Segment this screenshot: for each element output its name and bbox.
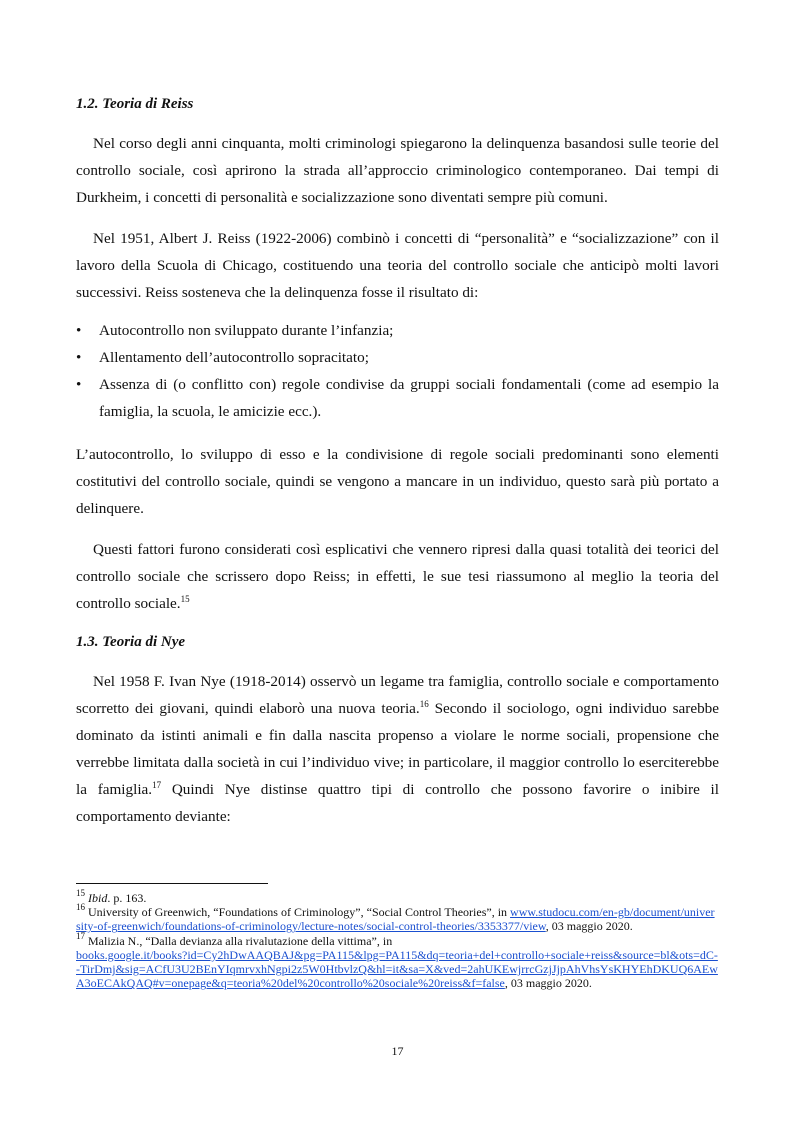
bullet-icon: • — [76, 349, 82, 366]
paragraph-nye: Nel 1958 F. Ivan Nye (1918-2014) osservò un legame tra famiglia, controllo sociale e comportamento scorretto dei giovani, quindi elaborò una nuova teoria.$^{16}$ Secondo il sociologo, ogni individuo sarebbe dominato da istinti animali e fin dalla nascita propenso a violare le norme sociali, propensione che verrebbe limitata dalla società in cui l’individuo vive; in particolare, il maggior controllo lo eserciterebbe la famiglia.$^{17}$ Quindi Nye distinse quattro tipi di controllo che possono favorire o inibire il comportamento deviante: — [76, 673, 720, 825]
paragraph-reiss-1951: Nel 1951, Albert J. Reiss (1922-2006) combinò i concetti di “personalità” e “socializzazione” con il lavoro della Scuola di Chicago, costituendo una teoria del controllo sociale che anticipò molti lavori successivi. Reiss sosteneva che la delinquenza fosse il risultato di: — [76, 230, 719, 301]
footnote-divider — [76, 883, 268, 884]
paragraph-autocontrollo: L’autocontrollo, lo sviluppo di esso e la condivisione di regole sociali predominanti sono elementi costitutivi del controllo sociale, quindi se vengono a mancare in un individuo, questo sarà più portato a delinquere. — [76, 446, 719, 517]
paragraph-reiss-conclusion: Questi fattori furono considerati così esplicativi che vennero ripresi dalla quasi totalità dei teorici del controllo sociale che scrissero dopo Reiss; in effetti, le sue tesi riassumono al meglio la teoria del controllo sociale.$^{15}$ — [76, 541, 719, 612]
page-number: 17 — [391, 1044, 404, 1058]
footnote-17: $^{17}$ Malizia N., “Dalla devianza alla rivalutazione della vittima”, in books.google.it/books?id=Cy2hDwAAQBAJ&pg=PA115&lpg=PA115&dq=teoria+del+controllo+sociale+reiss&source=bl&ots=dC--TirDmj&sig=ACfU3U2BEnYIqmrvxhNgpi2z5W0HtbvlzQ&hl=it&sa=X&ved=2ahUKEwjrrcGzjJjpAhVhsYsKHYEhDKUQ6AEwA3oECAkQAQ#v=onepage&q=teoria%20del%20controllo%20sociale%20reiss&f=false, 03 maggio 2020. — [76, 930, 718, 991]
footnote-ref-17[interactable]: 17 — [152, 780, 162, 790]
list-item: • Allentamento dell’autocontrollo sopracitato; — [76, 344, 719, 371]
footnote-17-link[interactable]: books.google.it/books?id=Cy2hDwAAQBAJ&pg=PA115&lpg=PA115&dq=teoria+del+controllo+sociale+reiss&source=bl&ots=dC--TirDmj&sig=ACfU3U2BEnYIqmrvxhNgpi2z5W0HtbvlzQ&hl=it&sa=X&ved=2ahUKEwjrrcGzjJjpAhVhsYsKHYEhDKUQ6AEwA3oECAkQAQ#v=onepage&q=teoria%20del%20controllo%20sociale%20reiss&f=false — [76, 947, 718, 991]
list-item: • Assenza di (o conflitto con) regole condivise da gruppi sociali fondamentali (come ad esempio la famiglia, la scuola, le amicizie ecc.). — [76, 371, 719, 425]
paragraph-reiss-intro: Nel corso degli anni cinquanta, molti criminologi spiegarono la delinquenza basandosi sulle teorie del controllo sociale, così aprirono la strada all’approccio criminologico contemporaneo. Dai tempi di Durkheim, i concetti di personalità e socializzazione sono diventati sempre più comuni. — [76, 135, 719, 206]
reiss-factors-list — [76, 317, 719, 425]
bullet-icon: • — [76, 322, 82, 339]
list-item: • Autocontrollo non sviluppato durante l’infanzia; — [76, 317, 719, 344]
footnote-16-link[interactable]: www.studocu.com/en-gb/document/university-of-greenwich/foundations-of-criminology/lecture-notes/social-control-theories/3353377/view — [76, 905, 715, 934]
footnotes — [76, 888, 719, 991]
section-heading-reiss: 1.2. Teoria di Reiss — [76, 96, 194, 112]
footnote-ref-16[interactable]: 16 — [419, 699, 429, 709]
footnote-ref-15[interactable]: 15 — [180, 594, 190, 604]
section-heading-nye: 1.3. Teoria di Nye — [76, 634, 186, 650]
footnote-15: $^{15}$ Ibid. p. 163. — [76, 888, 147, 905]
bullet-icon: • — [76, 376, 82, 393]
footnote-16: $^{16}$ University of Greenwich, “Foundations of Criminology”, “Social Control Theories”, in www.studocu.com/en-gb/document/university-of-greenwich/foundations-of-criminology/lecture-notes/social-control-theories/3353377/view, 03 maggio 2020. — [76, 902, 715, 934]
